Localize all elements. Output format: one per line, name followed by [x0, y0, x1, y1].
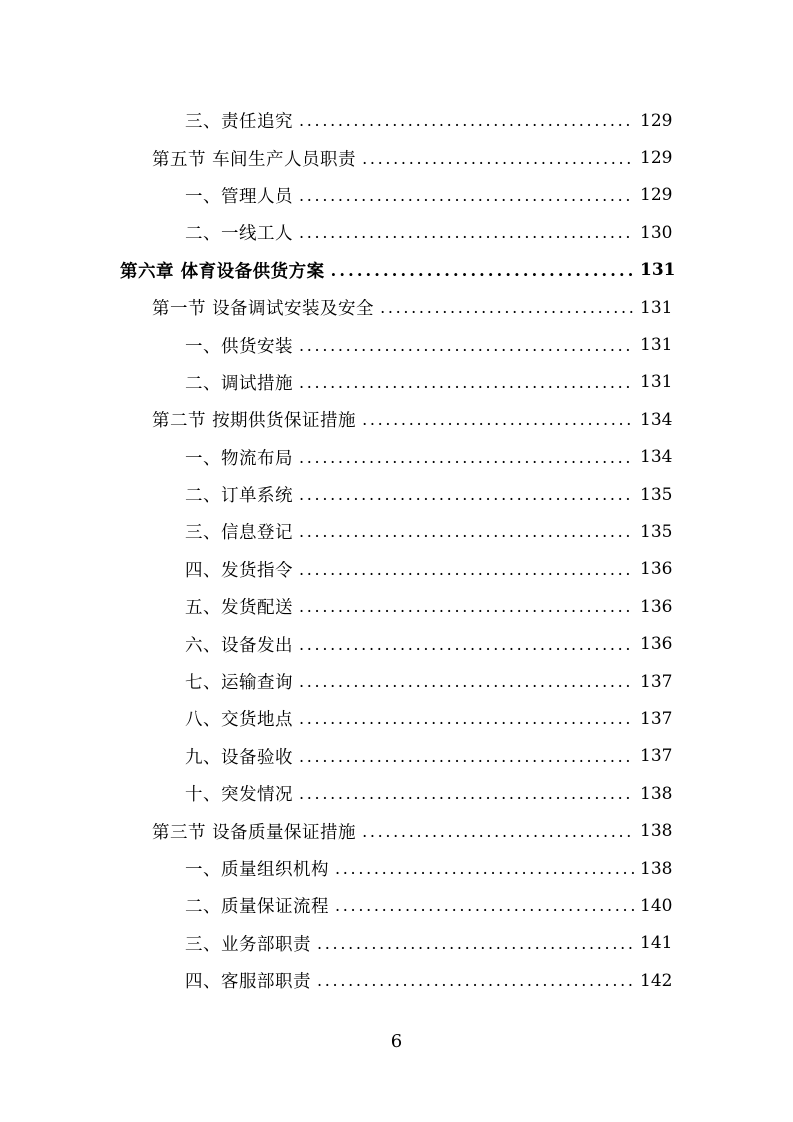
- toc-entry[interactable]: [0, 401, 793, 438]
- toc-entry[interactable]: [0, 850, 793, 887]
- toc-entry-title: 五、发货配送: [185, 598, 293, 619]
- toc-entry[interactable]: [0, 738, 793, 775]
- toc-entry-page: 141: [640, 933, 673, 954]
- toc-entry[interactable]: [0, 439, 793, 476]
- toc-dot-leader: [299, 111, 634, 130]
- toc-entry[interactable]: [0, 812, 793, 849]
- toc-dot-leader: [299, 597, 634, 616]
- toc-entry-title: 二、调试措施: [185, 373, 293, 394]
- toc-entry-page: 138: [640, 821, 673, 842]
- toc-dot-leader: [299, 560, 634, 579]
- toc-dot-leader: [299, 373, 634, 392]
- toc-entry-title: 二、订单系统: [185, 486, 293, 507]
- toc-entry[interactable]: [0, 887, 793, 924]
- toc-entry-title: 七、运输查询: [185, 673, 293, 694]
- toc-entry-page: 134: [640, 409, 673, 430]
- toc-entry-title: 一、质量组织机构: [185, 860, 329, 880]
- toc-entry-page: 135: [640, 521, 673, 542]
- toc-entry-page: 137: [640, 671, 673, 692]
- toc-entry-title: 八、交货地点: [185, 710, 293, 731]
- toc-entry-title: 四、客服部职责: [185, 972, 311, 993]
- toc-entry[interactable]: [0, 252, 793, 289]
- toc-dot-leader: [362, 822, 634, 841]
- toc-entry-page: 131: [640, 260, 676, 281]
- toc-dot-leader: [362, 149, 634, 168]
- toc-entry-page: 137: [640, 746, 673, 767]
- toc-entry[interactable]: [0, 139, 793, 176]
- toc-entry[interactable]: [0, 925, 793, 962]
- toc-dot-leader: [331, 261, 634, 280]
- toc-entry-title: 一、管理人员: [185, 186, 293, 207]
- toc-dot-leader: [335, 896, 634, 915]
- toc-dot-leader: [299, 485, 634, 504]
- toc-entry[interactable]: [0, 289, 793, 326]
- toc-entry-title: 第六章 体育设备供货方案: [120, 261, 325, 282]
- toc-entry-title: 第三节 设备质量保证措施: [152, 822, 357, 843]
- toc-dot-leader: [299, 223, 634, 242]
- toc-entry-page: 142: [640, 970, 673, 991]
- toc-entry[interactable]: [0, 177, 793, 214]
- toc-entry[interactable]: [0, 551, 793, 588]
- toc-entry[interactable]: [0, 513, 793, 550]
- toc-entry[interactable]: [0, 102, 793, 139]
- toc-dot-leader: [299, 784, 634, 803]
- toc-dot-leader: [335, 859, 634, 878]
- toc-entry-title: 一、物流布局: [185, 448, 293, 469]
- toc-entry[interactable]: [0, 700, 793, 737]
- toc-dot-leader: [362, 410, 634, 429]
- toc-entry-page: 129: [640, 110, 673, 131]
- toc-entry[interactable]: [0, 326, 793, 363]
- toc-entry-page: 136: [640, 634, 673, 655]
- toc-entry-title: 四、发货指令: [185, 560, 293, 581]
- toc-entry-page: 129: [640, 185, 673, 206]
- toc-entry-page: 136: [640, 559, 673, 580]
- toc-entry-page: 131: [640, 297, 673, 318]
- page-number: 6: [390, 1031, 403, 1052]
- toc-entry-page: 129: [640, 148, 673, 169]
- toc-entry-page: 140: [640, 895, 673, 916]
- toc-dot-leader: [299, 672, 634, 691]
- toc-entry-page: 138: [640, 858, 673, 879]
- toc-dot-leader: [299, 709, 634, 728]
- toc-entry[interactable]: [0, 364, 793, 401]
- toc-entry-title: 三、信息登记: [185, 523, 293, 544]
- toc-entry-title: 二、一线工人: [185, 224, 293, 245]
- toc-dot-leader: [299, 186, 634, 205]
- toc-dot-leader: [317, 934, 634, 953]
- toc-entry-title: 二、质量保证流程: [185, 897, 329, 918]
- toc-entry-page: 130: [640, 222, 673, 243]
- toc-entry[interactable]: [0, 588, 793, 625]
- toc-dot-leader: [380, 298, 634, 317]
- toc-entry[interactable]: [0, 625, 793, 662]
- toc-dot-leader: [299, 522, 634, 541]
- toc-dot-leader: [299, 635, 634, 654]
- toc-entry-title: 十、突发情况: [185, 785, 293, 806]
- toc-entry-page: 131: [640, 335, 673, 356]
- table-of-contents: [0, 102, 793, 999]
- toc-entry-page: 131: [640, 372, 673, 393]
- toc-entry-title: 第二节 按期供货保证措施: [152, 411, 357, 432]
- toc-entry-title: 第一节 设备调试安装及安全: [152, 299, 375, 320]
- toc-entry-title: 三、责任追究: [185, 112, 293, 133]
- toc-entry-title: 三、业务部职责: [185, 934, 311, 955]
- toc-entry-page: 138: [640, 783, 673, 804]
- toc-entry-title: 九、设备验收: [185, 747, 293, 768]
- toc-entry-title: 一、供货安装: [185, 336, 293, 357]
- toc-entry[interactable]: [0, 962, 793, 999]
- toc-dot-leader: [299, 336, 634, 355]
- toc-entry-title: 第五节 车间生产人员职责: [152, 149, 357, 170]
- toc-entry-page: 136: [640, 596, 673, 617]
- toc-entry[interactable]: [0, 663, 793, 700]
- toc-entry[interactable]: [0, 476, 793, 513]
- toc-entry[interactable]: [0, 214, 793, 251]
- toc-entry-page: 137: [640, 708, 673, 729]
- toc-entry[interactable]: [0, 775, 793, 812]
- toc-entry-page: 134: [640, 447, 673, 468]
- toc-entry-page: 135: [640, 484, 673, 505]
- toc-entry-title: 六、设备发出: [185, 635, 293, 656]
- toc-dot-leader: [299, 747, 634, 766]
- toc-dot-leader: [317, 971, 634, 990]
- toc-dot-leader: [299, 448, 634, 467]
